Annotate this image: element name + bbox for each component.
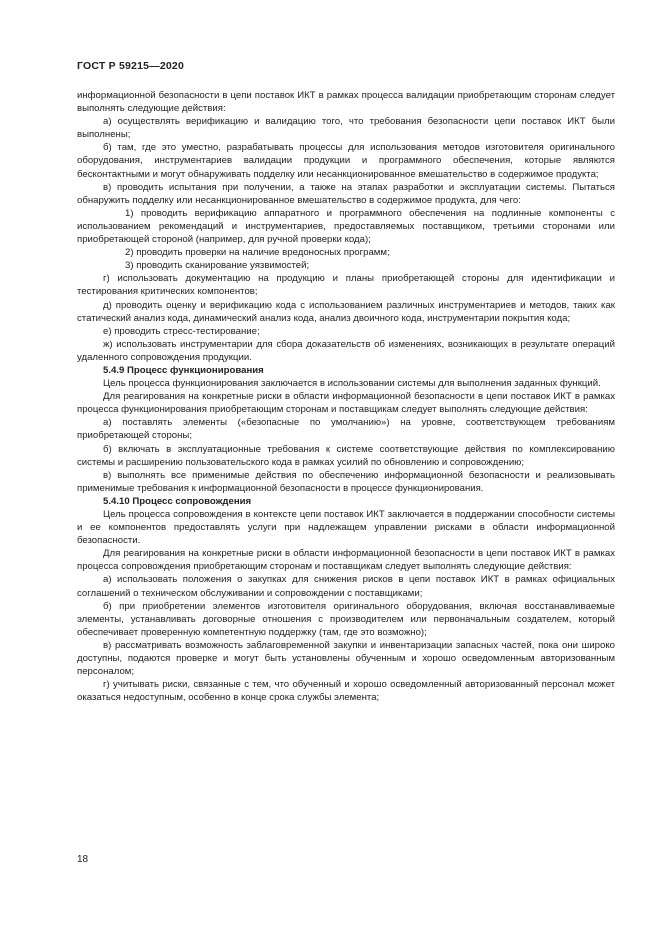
list-item: г) учитывать риски, связанные с тем, что обученный и хорошо осведомленный авторизованный персонал может оказаться недоступным, особенно в конце срока службы элемента;	[77, 679, 615, 704]
list-item: в) выполнять все применимые действия по обеспечению информационной безопасности и реализовывать применимые требования к информационной безопасности в процессе функционирования.	[77, 469, 615, 494]
paragraph: Цель процесса функционирования заключается в использовании системы для выполнения заданных функций.	[103, 378, 601, 390]
list-item: б) при приобретении элементов изготовителя оригинального оборудования, включая восстанавливаемые элементы, устанавливать договорные отношения с производителем или первоначальным создателем, который обеспечивает проверенную компетентную поддержку (там, где это возможно);	[77, 600, 615, 638]
sub-list-item: 1) проводить верификацию аппаратного и программного обеспечения на подлинные компоненты с использованием рекомендаций и инструментариев, предоставляемых поставщиком, третьими сторонами или приобретающей стороной (например, для ручной проверки кода);	[77, 207, 615, 246]
list-item: д) проводить оценку и верификацию кода с использованием различных инструментариев и методов, таких как статический анализ кода, динамический анализ кода, анализ двоичного кода, инструментарии покрытия кода;	[77, 299, 615, 324]
list-item: б) включать в эксплуатационные требования к системе соответствующие действия по комплексированию системы и расширению пользовательского кода в рамках усилий по обновлению и сопровождению;	[77, 443, 615, 468]
list-item: г) использовать документацию на продукцию и планы приобретающей стороны для идентификации и тестирования критических компонентов;	[77, 273, 615, 298]
section-heading: 5.4.10 Процесс сопровождения	[103, 495, 252, 507]
paragraph: Для реагирования на конкретные риски в области информационной безопасности в цепи поставок ИКТ в рамках процесса функционирования приобретающим сторонам и поставщикам следует выполнять следующие действия:	[77, 391, 615, 416]
sub-list-item: 2) проводить проверки на наличие вредоносных программ;	[125, 247, 390, 259]
page-number: 18	[77, 854, 89, 865]
list-item: а) использовать положения о закупках для снижения рисков в цепи поставок ИКТ в рамках официальных соглашений о техническом обслуживании и сопровождении с поставщиками;	[77, 574, 615, 599]
document-header: ГОСТ Р 59215—2020	[77, 60, 185, 72]
section-heading: 5.4.9 Процесс функционирования	[103, 364, 264, 376]
list-item: е) проводить стресс-тестирование;	[103, 325, 260, 337]
sub-list-item: 3) проводить сканирование уязвимостей;	[125, 260, 310, 272]
list-item: в) проводить испытания при получении, а также на этапах разработки и эксплуатации системы. Пытаться обнаружить подделку или несанкционированное вмешательство в содержимое продукта, для чего:	[77, 181, 615, 206]
list-item: в) рассматривать возможность заблаговременной закупки и инвентаризации запасных частей, пока они широко доступны, подаются проверке и могут быть установлены обученным и хорошо осведомленным авторизованным персоналом;	[77, 639, 615, 678]
paragraph: Для реагирования на конкретные риски в области информационной безопасности в цепи поставок ИКТ в рамках процесса сопровождения приобретающим сторонам и поставщикам следует выполнять следующие действия:	[77, 548, 615, 573]
list-item: б) там, где это уместно, разрабатывать процессы для использования методов изготовителя оригинального оборудования, инструментариев валидации продукции и программного обеспечения, которые являются бесконтактными и могут обнаруживать подделку или несанкционированное вмешательство в содержимое продукта;	[77, 142, 615, 180]
paragraph: Цель процесса сопровождения в контексте цепи поставок ИКТ заключается в поддержании способности системы и ее компонентов предоставлять услуги при надлежащем управлении рисками в области информационной безопасности.	[77, 509, 615, 547]
paragraph: информационной безопасности в цепи поставок ИКТ в рамках процесса валидации приобретающим сторонам следует выполнять следующие действия:	[77, 90, 615, 115]
list-item: ж) использовать инструментарии для сбора доказательств об изменениях, возникающих в результате операций удаленного сопровождения продукции.	[77, 338, 615, 363]
document-body	[77, 89, 615, 704]
list-item: а) осуществлять верификацию и валидацию того, что требования безопасности цепи поставок ИКТ были выполнены;	[77, 116, 615, 141]
list-item: а) поставлять элементы («безопасные по умолчанию») на уровне, соответствующем требованиям приобретающей стороны;	[77, 417, 615, 442]
